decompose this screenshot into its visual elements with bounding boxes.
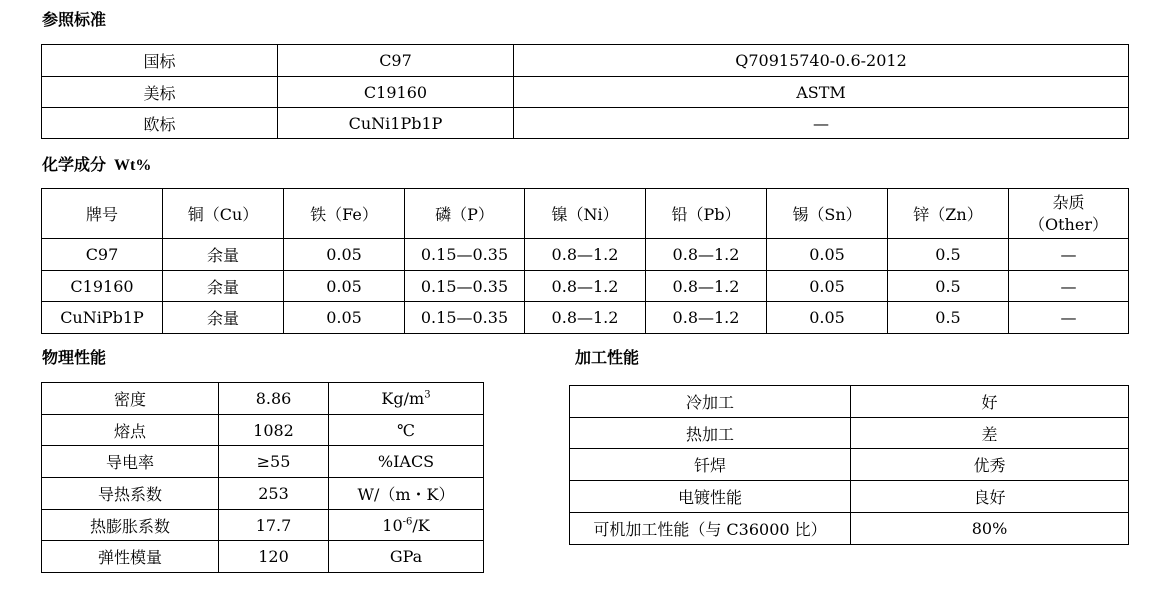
table-row: [570, 418, 1129, 449]
cell-ni: 0.8—1.2: [525, 271, 646, 302]
table-row: [570, 481, 1129, 513]
table-row: [570, 386, 1129, 418]
cell-cu: 余量: [163, 302, 284, 334]
cell-zn: 0.5: [888, 271, 1009, 302]
reference-spec: Q70915740-0.6-2012: [514, 45, 1129, 77]
cell-ni: 0.8—1.2: [525, 239, 646, 271]
cell-grade: C97: [42, 239, 163, 271]
reference-standard: 美标: [42, 77, 278, 108]
table-row: [42, 45, 1129, 77]
property-value: ≥55: [219, 446, 329, 478]
table-row: [42, 415, 484, 446]
reference-spec: —: [514, 108, 1129, 139]
cell-pb: 0.8—1.2: [646, 239, 767, 271]
reference-grade: CuNi1Pb1P: [278, 108, 514, 139]
property-name: 热膨胀系数: [42, 510, 219, 541]
property-unit: [329, 415, 484, 446]
reference-grade: C97: [278, 45, 514, 77]
cell-p: 0.15—0.35: [405, 239, 525, 271]
table-row: [570, 513, 1129, 545]
table-row: [42, 302, 1129, 334]
property-name: 导热系数: [42, 478, 219, 510]
process-rating: 好: [851, 386, 1129, 418]
header-other-line1: 杂质: [1052, 192, 1085, 212]
process-rating: 优秀: [851, 449, 1129, 481]
cell-other: —: [1009, 239, 1129, 271]
cell-cu: 余量: [163, 239, 284, 271]
table-row: [42, 108, 1129, 139]
property-unit: [329, 510, 484, 541]
processing-heading-text: 加工性能: [575, 348, 640, 367]
process-rating: 80%: [851, 513, 1129, 545]
process-name: 热加工: [570, 418, 851, 449]
unit-base: Kg/m: [381, 389, 425, 408]
process-rating: 良好: [851, 481, 1129, 513]
reference-table: [41, 44, 1129, 139]
unit-base: GPa: [389, 547, 423, 566]
header-zn: 锌（Zn）: [888, 189, 1009, 239]
property-unit: [329, 383, 484, 415]
cell-zn: 0.5: [888, 239, 1009, 271]
header-other: [1009, 189, 1129, 239]
table-row: [42, 383, 484, 415]
process-rating: 差: [851, 418, 1129, 449]
header-ni: 镍（Ni）: [525, 189, 646, 239]
reference-heading-text: 参照标准: [42, 10, 107, 29]
header-grade: 牌号: [42, 189, 163, 239]
unit-superscript: -6: [402, 516, 413, 528]
reference-standard: 欧标: [42, 108, 278, 139]
reference-standard: 国标: [42, 45, 278, 77]
cell-grade: C19160: [42, 271, 163, 302]
process-name: 冷加工: [570, 386, 851, 418]
reference-grade: C19160: [278, 77, 514, 108]
chemical-heading-text: 化学成分: [42, 155, 107, 174]
table-row: [570, 449, 1129, 481]
physical-heading-text: 物理性能: [42, 348, 107, 367]
processing-table: [569, 385, 1129, 545]
table-header-row: [42, 189, 1129, 239]
property-unit: [329, 478, 484, 510]
cell-cu: 余量: [163, 271, 284, 302]
cell-grade: CuNiPb1P: [42, 302, 163, 334]
physical-heading: [42, 348, 106, 368]
cell-zn: 0.5: [888, 302, 1009, 334]
cell-fe: 0.05: [284, 239, 405, 271]
unit-suffix: /K: [412, 515, 430, 535]
property-unit: [329, 541, 484, 573]
cell-sn: 0.05: [767, 271, 888, 302]
cell-pb: 0.8—1.2: [646, 271, 767, 302]
property-name: 弹性模量: [42, 541, 219, 573]
cell-p: 0.15—0.35: [405, 271, 525, 302]
cell-ni: 0.8—1.2: [525, 302, 646, 334]
property-name: 密度: [42, 383, 219, 415]
property-name: 熔点: [42, 415, 219, 446]
cell-other: —: [1009, 302, 1129, 334]
property-value: 120: [219, 541, 329, 573]
process-name: 可机加工性能（与 C36000 比）: [570, 513, 851, 545]
table-row: [42, 541, 484, 573]
reference-spec: ASTM: [514, 77, 1129, 108]
unit-base: ℃: [397, 420, 415, 440]
process-name: 电镀性能: [570, 481, 851, 513]
property-value: 17.7: [219, 510, 329, 541]
header-pb: 铅（Pb）: [646, 189, 767, 239]
header-sn: 锡（Sn）: [767, 189, 888, 239]
header-p: 磷（P）: [405, 189, 525, 239]
cell-pb: 0.8—1.2: [646, 302, 767, 334]
processing-heading: [575, 348, 639, 368]
unit-base: %IACS: [377, 452, 435, 471]
header-other-line2: （Other）: [1029, 214, 1108, 234]
chemical-heading: [42, 155, 151, 176]
chemical-table: [41, 188, 1129, 334]
table-row: [42, 77, 1129, 108]
cell-sn: 0.05: [767, 302, 888, 334]
unit-base: W/（m・K）: [357, 485, 455, 504]
property-name: 导电率: [42, 446, 219, 478]
table-row: [42, 446, 484, 478]
property-unit: [329, 446, 484, 478]
physical-table: [41, 382, 484, 573]
property-value: 253: [219, 478, 329, 510]
unit-base: 10: [382, 515, 403, 535]
property-value: 8.86: [219, 383, 329, 415]
table-row: [42, 478, 484, 510]
cell-fe: 0.05: [284, 302, 405, 334]
header-cu: 铜（Cu）: [163, 189, 284, 239]
table-row: [42, 239, 1129, 271]
unit-superscript: 3: [424, 389, 431, 401]
cell-p: 0.15—0.35: [405, 302, 525, 334]
table-row: [42, 510, 484, 541]
cell-other: —: [1009, 271, 1129, 302]
process-name: 钎焊: [570, 449, 851, 481]
reference-heading: [42, 10, 106, 30]
chemical-unit: Wt%: [114, 157, 152, 174]
property-value: 1082: [219, 415, 329, 446]
cell-sn: 0.05: [767, 239, 888, 271]
table-row: [42, 271, 1129, 302]
header-fe: 铁（Fe）: [284, 189, 405, 239]
cell-fe: 0.05: [284, 271, 405, 302]
